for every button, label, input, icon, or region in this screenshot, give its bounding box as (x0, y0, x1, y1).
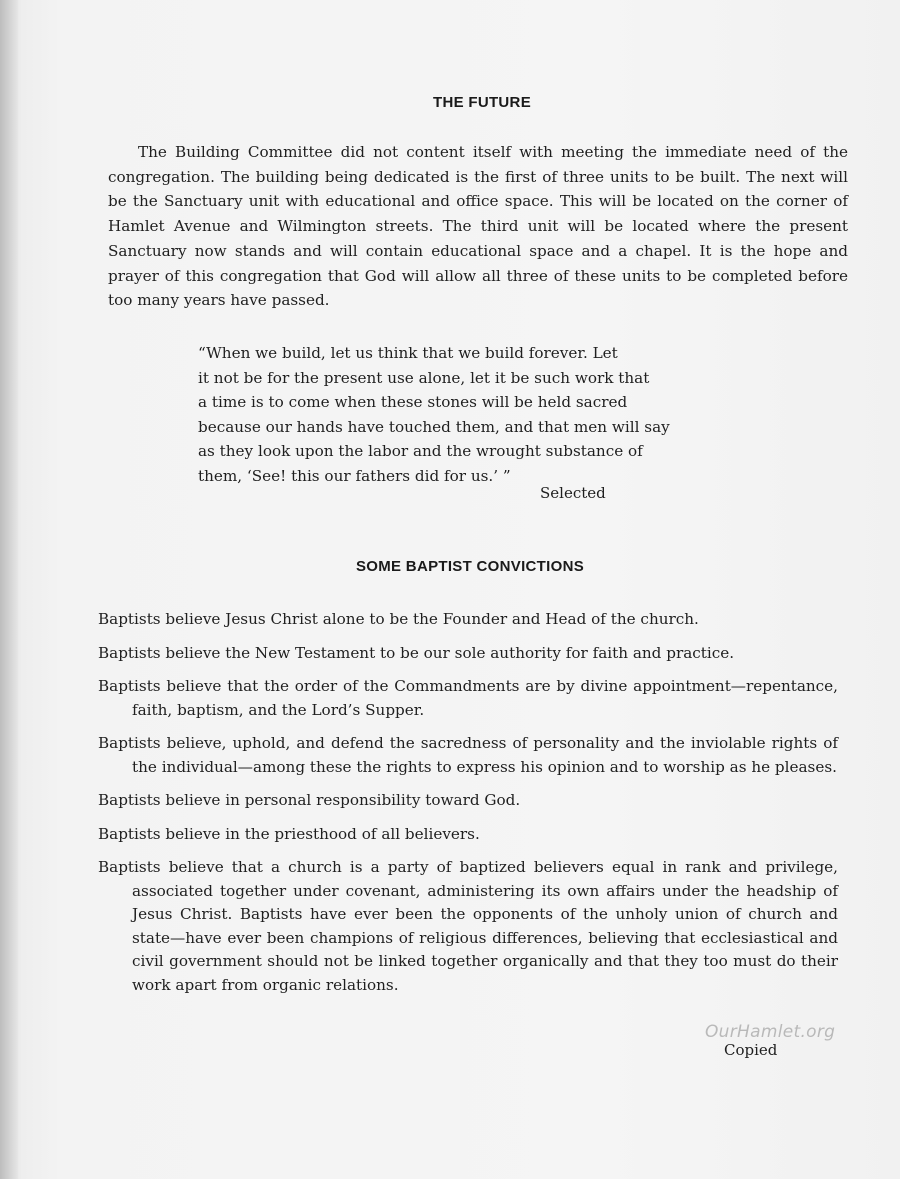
convictions-list (98, 608, 838, 1007)
quote-line: “When we build, let us think that we build forever. Let (198, 344, 618, 362)
conviction-item: Baptists believe in the priesthood of all believers. (98, 824, 480, 843)
quote-line: a time is to come when these stones will be held sacred (198, 393, 628, 411)
quote-line: them, ‘See! this our fathers did for us.’ ” (198, 466, 511, 485)
quote-attribution: Selected (540, 484, 606, 502)
future-heading: THE FUTURE (433, 94, 531, 111)
conviction-item: Baptists believe Jesus Christ alone to be the Founder and Head of the church. (98, 610, 699, 628)
convictions-heading: SOME BAPTIST CONVICTIONS (355, 558, 585, 575)
conviction-item: Baptists believe the New Testament to be our sole authority for faith and practice. (98, 643, 735, 662)
quote-line: it not be for the present use alone, let it be such work that (198, 368, 650, 387)
page-edge-shadow (0, 0, 18, 1179)
quote-line: because our hands have touched them, and that men will say (198, 417, 670, 436)
future-paragraph: The Building Committee did not content itself with meeting the immediate need of the congregation. The building being dedicated is the first of three units to be built. The next will be the Sanctuary unit with educational and office space. This will be located on the corner of Hamlet Avenue and Wilmington streets. The third unit will be located where the present Sanctuary now stands and will contain educational space and a chapel. It is the hope and prayer of this congregation that God will allow all three of these units to be completed before too many years have passed. (108, 143, 848, 310)
conviction-item: Baptists believe that a church is a party of baptized believers equal in rank and privilege, associated together under covenant, administering its own affairs under the headship of Jesus Christ. Baptists have ever been the opponents of the unholy union of church and state—have ever been champions of religious differences, believing that ecclesiastical and civil government should not be linked together organically and that they too must do their work apart from organic relations. (98, 858, 838, 994)
conviction-item: Baptists believe, uphold, and defend the sacredness of personality and the inviolable rights of the individual—among these the rights to express his opinion and to worship as he pleases. (98, 734, 838, 776)
convictions-attribution: Copied (724, 1041, 778, 1059)
conviction-item: Baptists believe that the order of the Commandments are by divine appointment—repentance, faith, baptism, and the Lord’s Supper. (98, 677, 838, 719)
quote-line: as they look upon the labor and the wrought substance of (198, 442, 643, 460)
conviction-item: Baptists believe in personal responsibility toward God. (98, 791, 521, 809)
site-watermark: OurHamlet.org (705, 1022, 836, 1042)
quotation-block (198, 341, 668, 488)
